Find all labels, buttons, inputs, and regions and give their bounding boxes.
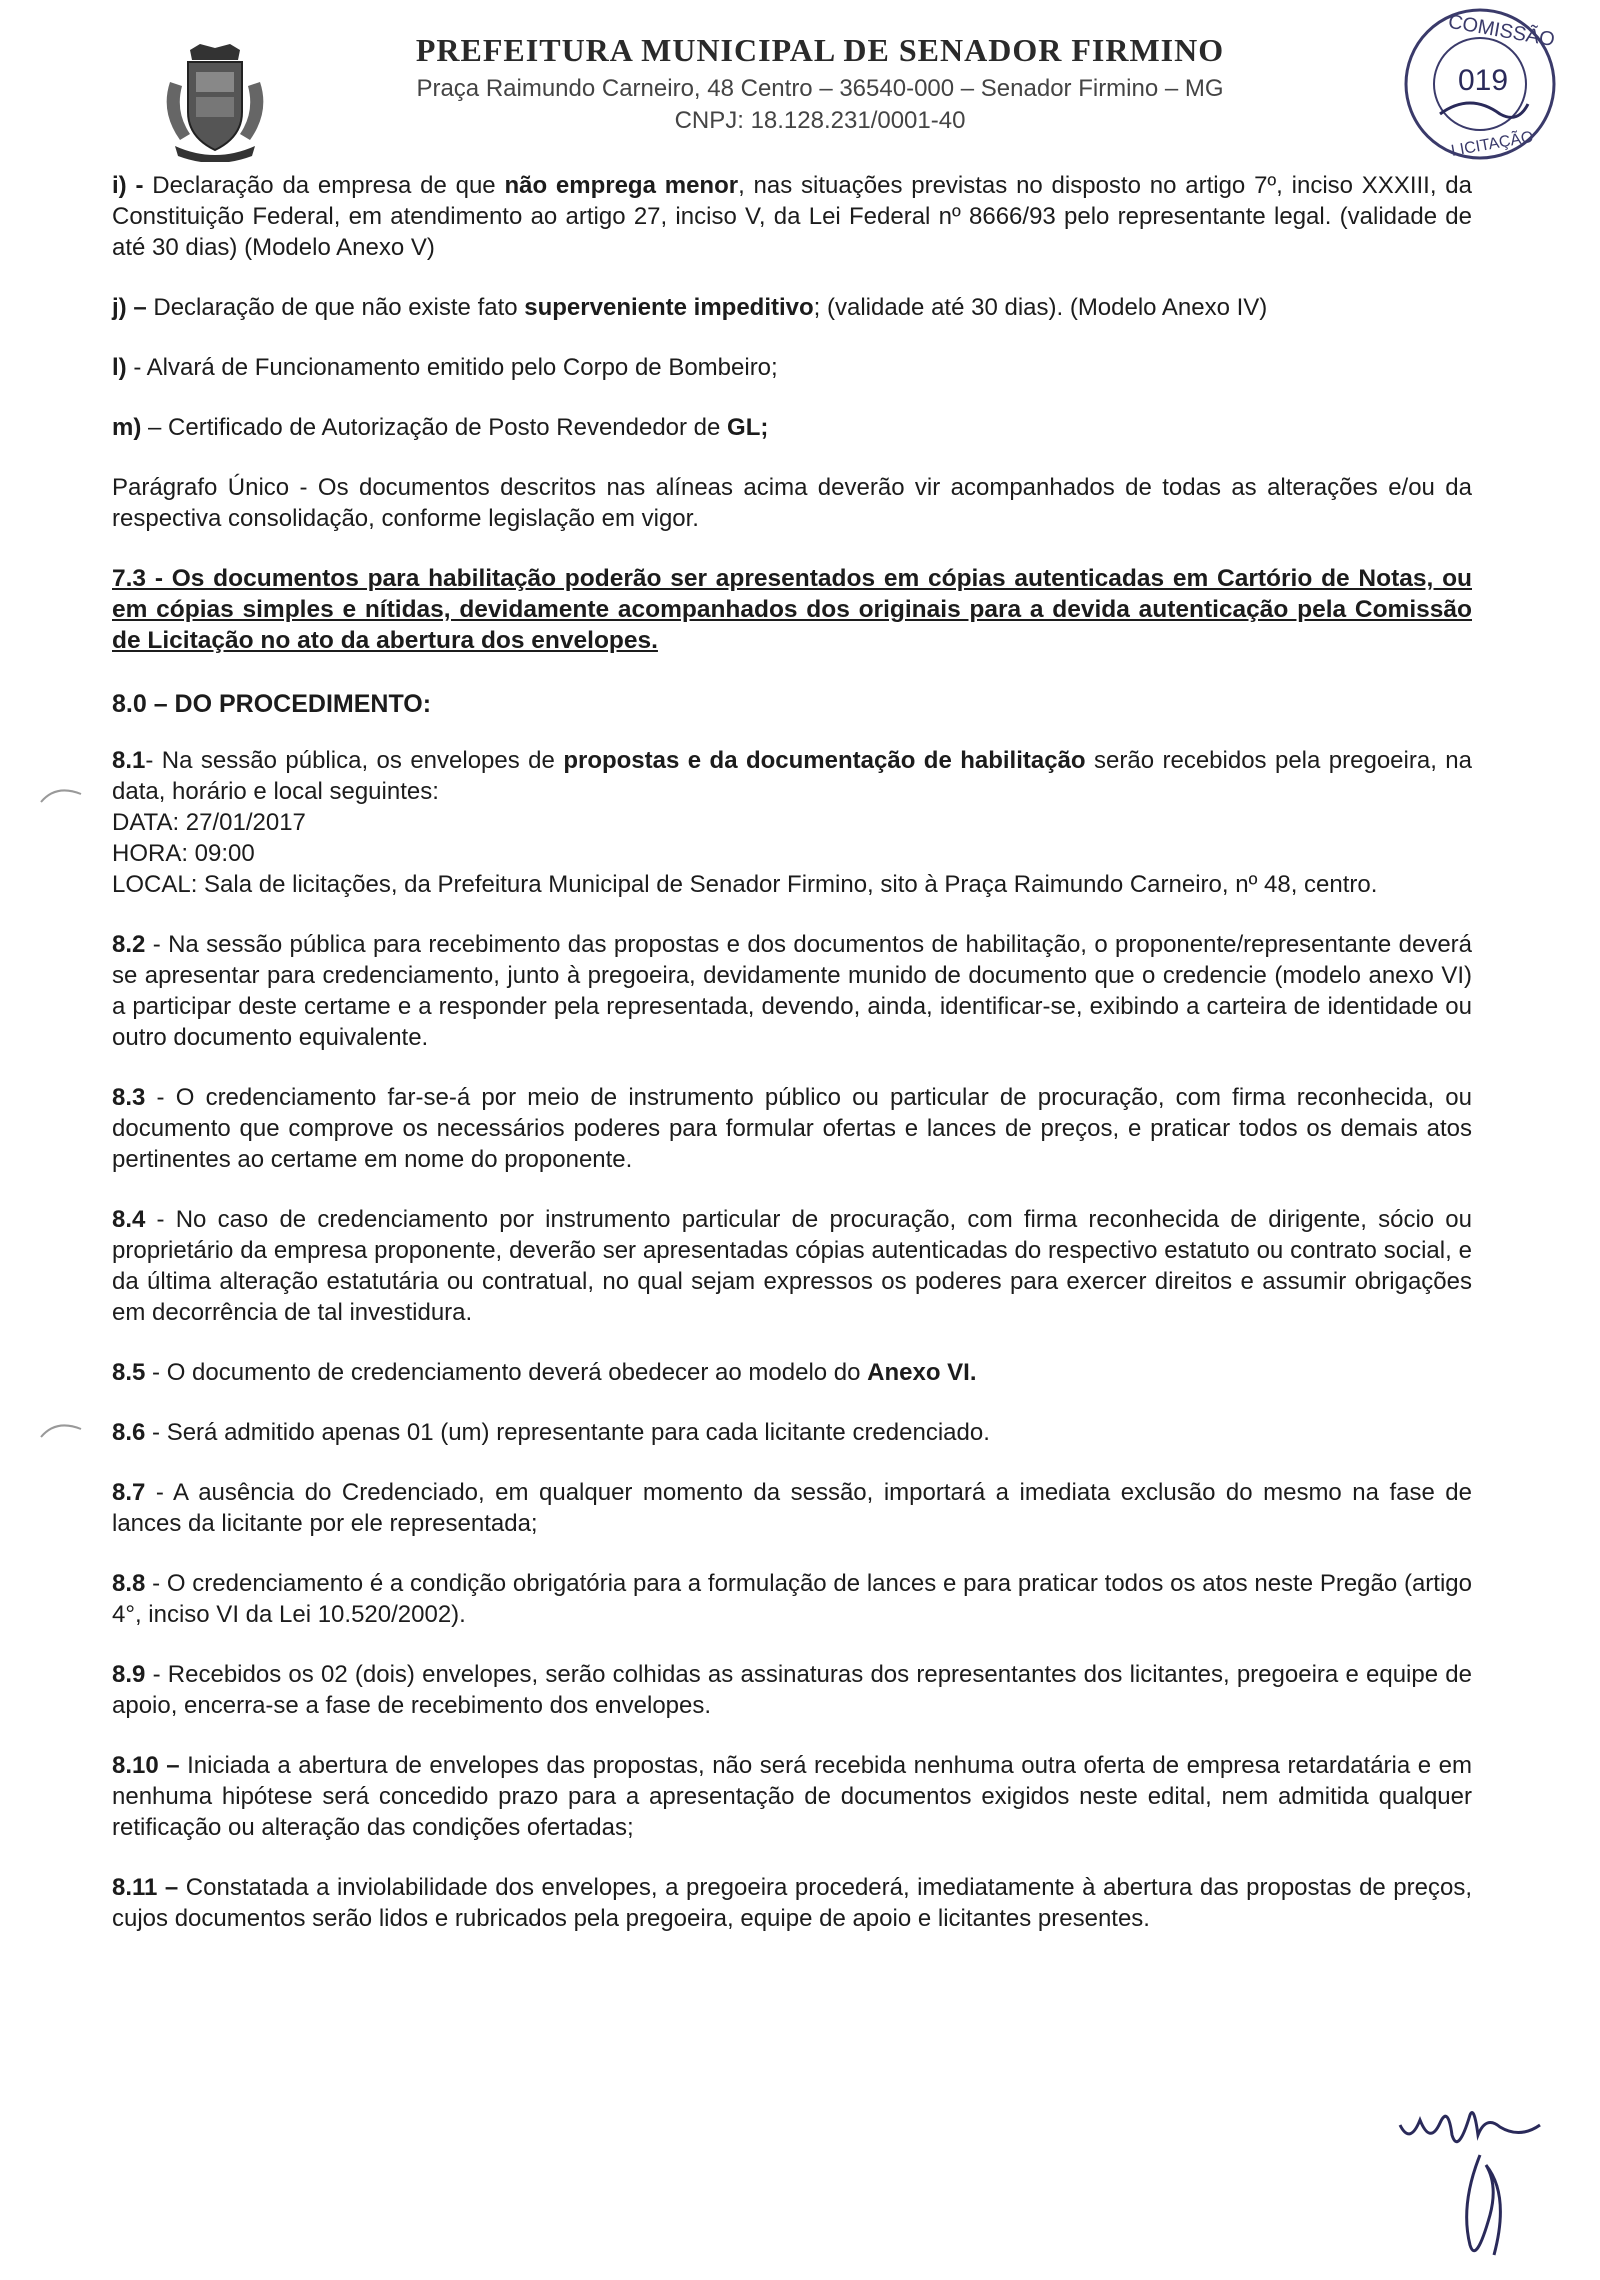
clause-8-7: 8.7 - A ausência do Credenciado, em qualquer momento da sessão, importará a imediata exclusão do mesmo na fase de lances da licitante por ele representada;	[112, 1479, 1472, 1537]
clause-8-6: 8.6 - Será admitido apenas 01 (um) representante para cada licitante credenciado.	[112, 1419, 990, 1446]
document-body	[112, 170, 1472, 1963]
municipality-cnpj: CNPJ: 18.128.231/0001-40	[674, 107, 966, 134]
paragrafo-unico: Parágrafo Único - Os documentos descritos nas alíneas acima deverão vir acompanhados de todas as alterações e/ou da respectiva consolidação, conforme legislação em vigor.	[112, 474, 1472, 532]
clause-7-3: 7.3 - Os documentos para habilitação poderão ser apresentados em cópias autenticadas em Cartório de Notas, ou em cópias simples e nítidas, devidamente acompanhados dos originais para a devida autenticação pela Comissão de Licitação no ato da abertura dos envelopes.	[112, 565, 1472, 654]
svg-text:LICITAÇÃO: LICITAÇÃO	[1449, 128, 1535, 160]
clause-8-2: 8.2 - Na sessão pública para recebimento das propostas e dos documentos de habilitação, o proponente/representante deverá se apresentar para credenciamento, junto à pregoeira, devidamente munido de documento que o credencie (modelo anexo VI) a participar deste certame e a responder pela representada, devendo, ainda, identificar-se, exibindo a carteira de identidade ou outro documento equivalente.	[112, 931, 1472, 1051]
commission-stamp	[1400, 4, 1560, 164]
clause-8-8: 8.8 - O credenciamento é a condição obrigatória para a formulação de lances e para praticar todos os atos neste Pregão (artigo 4°, inciso VI da Lei 10.520/2002).	[112, 1570, 1472, 1628]
clause-8-10: 8.10 – Iniciada a abertura de envelopes das propostas, não será recebida nenhuma outra oferta de empresa retardatária e em nenhuma hipótese será concedido prazo para a apresentação de documentos exigidos neste edital, nem admitida qualquer retificação ou alteração das condições ofertadas;	[112, 1752, 1472, 1841]
handwritten-signature	[1390, 2095, 1590, 2270]
clause-8-5: 8.5 - O documento de credenciamento deverá obedecer ao modelo do Anexo VI.	[112, 1359, 977, 1386]
section-title-procedimento: 8.0 – DO PROCEDIMENTO:	[112, 690, 432, 718]
municipality-title: PREFEITURA MUNICIPAL DE SENADOR FIRMINO	[415, 32, 1225, 68]
margin-mark-icon	[36, 780, 86, 810]
session-location: LOCAL: Sala de licitações, da Prefeitura Municipal de Senador Firmino, sito à Praça Raimundo Carneiro, nº 48, centro.	[112, 871, 1378, 898]
clause-8-1: 8.1- Na sessão pública, os envelopes de propostas e da documentação de habilitação serão recebidos pela pregoeira, na data, horário e local seguintes: DATA: 27/01/2017 HORA: 09:00 LOCAL: Sala de licitações, da Prefeitura Municipal de Senador Firmino, sito à Praça Raimundo Carneiro, nº 48, centro.	[112, 747, 1472, 898]
svg-text:019: 019	[1458, 64, 1509, 97]
item-l: l) - Alvará de Funcionamento emitido pelo Corpo de Bombeiro;	[112, 354, 778, 381]
letterhead-text	[370, 32, 1270, 135]
clause-8-9: 8.9 - Recebidos os 02 (dois) envelopes, serão colhidas as assinaturas dos representantes dos licitantes, pregoeira e equipe de apoio, encerra-se a fase de recebimento dos envelopes.	[112, 1661, 1472, 1719]
municipality-address: Praça Raimundo Carneiro, 48 Centro – 36540-000 – Senador Firmino – MG	[416, 75, 1224, 102]
clause-8-11: 8.11 – Constatada a inviolabilidade dos envelopes, a pregoeira procederá, imediatamente à abertura das propostas de preços, cujos documentos serão lidos e rubricados pela pregoeira, equipe de apoio e licitantes presentes.	[112, 1874, 1472, 1932]
item-j: j) – Declaração de que não existe fato superveniente impeditivo; (validade até 30 dias). (Modelo Anexo IV)	[112, 294, 1268, 321]
session-date: DATA: 27/01/2017	[112, 809, 306, 836]
letterhead	[160, 32, 1300, 182]
item-i: i) - Declaração da empresa de que não emprega menor, nas situações previstas no disposto no artigo 7º, inciso XXXIII, da Constituição Federal, em atendimento ao artigo 27, inciso V, da Lei Federal nº 8666/93 pelo representante legal. (validade de até 30 dias) (Modelo Anexo V)	[112, 172, 1472, 261]
session-time: HORA: 09:00	[112, 840, 255, 867]
clause-8-4: 8.4 - No caso de credenciamento por instrumento particular de procuração, com firma reconhecida de dirigente, sócio ou proprietário da empresa proponente, deverão ser apresentadas cópias autenticadas do respectivo estatuto ou contrato social, e da última alteração estatutária ou contratual, no qual sejam expressos os poderes para exercer direitos e assumir obrigações em decorrência de tal investidura.	[112, 1206, 1472, 1326]
margin-mark-icon	[36, 1415, 86, 1445]
item-m: m) – Certificado de Autorização de Posto Revendedor de GL;	[112, 414, 769, 441]
clause-8-3: 8.3 - O credenciamento far-se-á por meio de instrumento público ou particular de procuração, com firma reconhecida, ou documento que comprove os necessários poderes para formular ofertas e lances de preços, e praticar todos os demais atos pertinentes ao certame em nome do proponente.	[112, 1084, 1472, 1173]
svg-text:COMISSÃO: COMISSÃO	[1446, 10, 1557, 52]
municipal-crest-icon	[160, 42, 270, 162]
